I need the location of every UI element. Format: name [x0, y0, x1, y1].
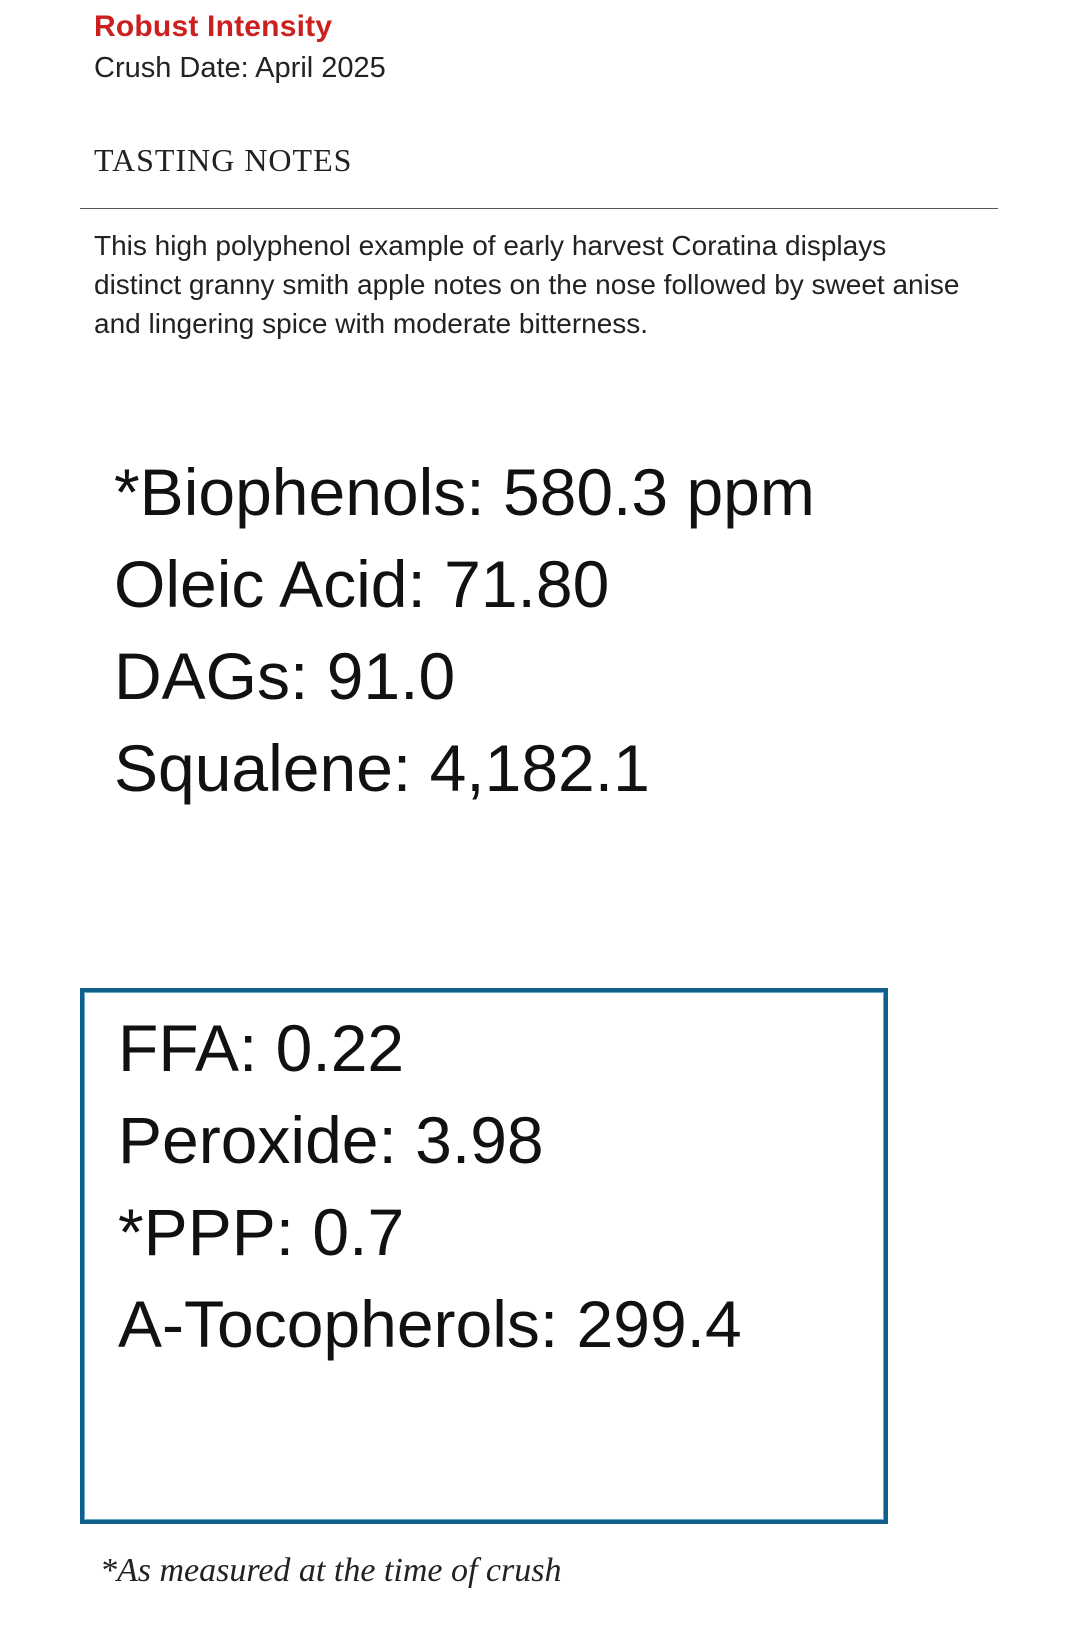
tasting-notes-text: This high polyphenol example of early harvest Coratina displays distinct granny smith apple notes on the nose followed by sweet anise and lingering spice with moderate bitterness. [94, 230, 960, 339]
ppp-value: *PPP: 0.7 [118, 1195, 405, 1269]
chemistry-metrics [114, 446, 815, 814]
crush-date: Crush Date: April 2025 [94, 52, 386, 84]
tocopherols-value: A-Tocopherols: 299.4 [118, 1287, 742, 1361]
squalene-value: Squalene: 4,182.1 [114, 731, 650, 805]
intensity-label: Robust Intensity [94, 10, 333, 43]
quality-metrics-list [118, 1002, 742, 1370]
peroxide-value: Peroxide: 3.98 [118, 1103, 544, 1177]
quality-metrics-box [80, 988, 888, 1524]
tasting-notes-heading: TASTING NOTES [94, 142, 353, 178]
dags-value: DAGs: 91.0 [114, 639, 456, 713]
measurement-footnote: *As measured at the time of crush [100, 1552, 562, 1589]
section-divider [80, 208, 998, 209]
oleic-acid-value: Oleic Acid: 71.80 [114, 547, 610, 621]
biophenols-value: *Biophenols: 580.3 ppm [114, 455, 815, 529]
ffa-value: FFA: 0.22 [118, 1011, 405, 1085]
